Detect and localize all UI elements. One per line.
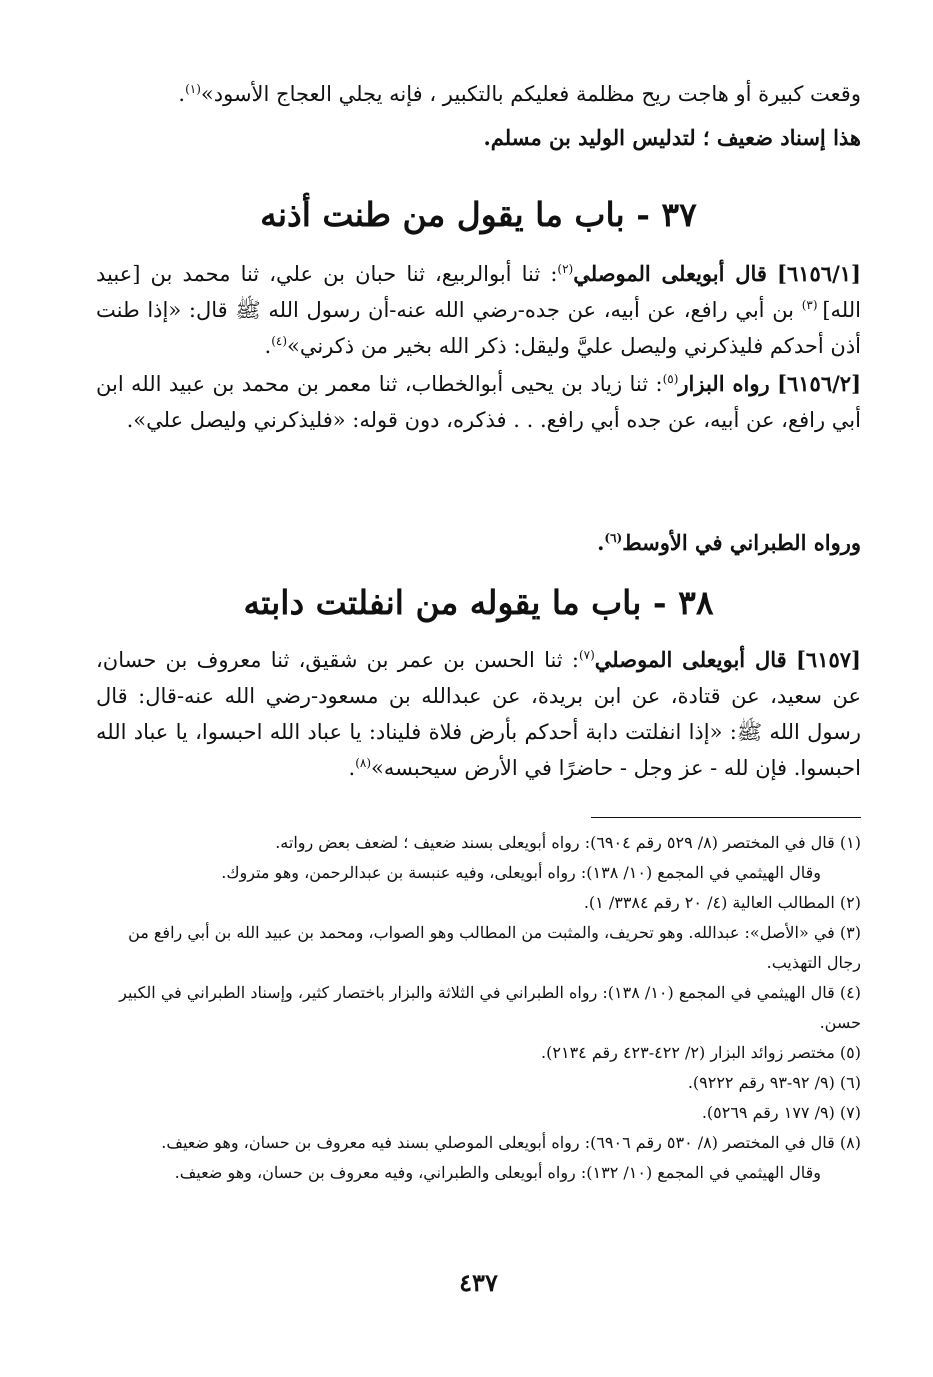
footnote-fn2: (٢) المطالب العالية (٤/ ٢٠ رقم ٣٣٨٤/ ١). bbox=[583, 893, 861, 912]
grading-note: هذا إسناد ضعيف ؛ لتدليس الوليد بن مسلم. bbox=[483, 125, 861, 150]
chapter-heading-38: ٣٨ - باب ما يقوله من انفلتت دابته bbox=[243, 583, 714, 622]
narrator: رواه البزار bbox=[678, 371, 770, 396]
hadith-6156-2 bbox=[96, 366, 861, 438]
footnote-fn4: (٤) قال الهيثمي في المجمع (١٠/ ١٣٨): رواه الطبراني في الثلاثة والبزار باختصار كثير، وإسناد الطبراني في الكبير حسن. bbox=[119, 983, 861, 1032]
footnote-fn8: (٨) قال في المختصر (٨/ ٥٣٠ رقم ٦٩٠٦): رواه أبويعلى الموصلي بسند فيه معروف بن حسان، وهو ضعيف. bbox=[161, 1133, 861, 1152]
intro-text: وقعت كبيرة أو هاجت ريح مظلمة فعليكم بالتكبير ، فإنه يجلي العجاج الأسود» bbox=[200, 82, 861, 106]
hadith-6157: [٦١٥٧] قال أبويعلى الموصلي$^{(٧)}$: ثنا الحسن بن عمر بن شقيق، ثنا معروف بن حسان، عن سعيد، عن قتادة، عن ابن بريدة، عن عبدالله بن مسعود-رضي الله عنه-قال: قال رسول الله ﷺ: «إذا انفلتت دابة أحدكم بأرض فلاة فليناد: يا عباد الله احبسوا، يا عباد الله احبسوا. فإن لله - عز وجل - حاضرًا في الأرض سيحبسه»$^{(٨)}$. bbox=[96, 647, 861, 780]
hadith-text: : ثنا أبوالربيع، ثنا حبان بن علي، ثنا محمد بن [عبيد الله] bbox=[96, 262, 861, 322]
hadith-ref: [٦١٥٦/٢] bbox=[777, 371, 862, 396]
footnote-marker: (٤) bbox=[271, 334, 288, 348]
narrator: قال أبويعلى الموصلي bbox=[573, 261, 767, 286]
footnote-fn5: (٥) مختصر زوائد البزار (٢/ ٤٢٢-٤٢٣ رقم ٢١٣٤). bbox=[541, 1043, 861, 1062]
footnote-separator bbox=[591, 817, 861, 818]
footnote-fn8b: وقال الهيثمي في المجمع (١٠/ ١٣٢): رواه أبويعلى والطبراني، وفيه معروف بن حسان، وهو ضعيف. bbox=[174, 1163, 821, 1182]
chapter-heading-37: ٣٧ - باب ما يقول من طنت أذنه bbox=[260, 195, 697, 234]
footnote-marker: (٥) bbox=[662, 372, 679, 386]
footnote-fn1b: وقال الهيثمي في المجمع (١٠/ ١٣٨): رواه أبويعلى، وفيه عنبسة بن عبدالرحمن، وهو متروك. bbox=[221, 863, 821, 882]
footnotes bbox=[96, 828, 861, 1188]
book-page bbox=[96, 0, 861, 1377]
hadith-ref: [٦١٥٧] bbox=[795, 647, 861, 672]
intro-paragraph bbox=[96, 76, 861, 156]
footnote-fn6: (٦) (٩/ ٩٢-٩٣ رقم ٩٢٢٢). bbox=[687, 1073, 861, 1092]
tabarani-note: ورواه الطبراني في الأوسط$^{(٦)}$. bbox=[597, 530, 861, 555]
hadith-text: : ثنا الحسن بن عمر بن شقيق، ثنا معروف بن حسان، عن سعيد، عن قتادة، عن ابن بريدة، عن عبدالله بن مسعود-رضي الله عنه-قال: قال رسول الله ﷺ: «إذا انفلتت دابة أحدكم بأرض فلاة فليناد: يا عباد الله احبسوا، يا عباد الله احبسوا. فإن لله - عز وجل - حاضرًا في الأرض سيحبسه» bbox=[96, 648, 861, 780]
footnote-marker: (٨) bbox=[355, 756, 372, 770]
footnote-fn3: (٣) في «الأصل»: عبدالله. وهو تحريف، والمثبت من المطالب وهو الصواب، ومحمد بن عبيد الله بن أبي رافع من رجال التهذيب. bbox=[128, 923, 861, 972]
intro-line-1: وقعت كبيرة أو هاجت ريح مظلمة فعليكم بالتكبير ، فإنه يجلي العجاج الأسود»$^{(١)}$. bbox=[178, 82, 861, 106]
footnote-fn7: (٧) (٩/ ١٧٧ رقم ٥٢٦٩). bbox=[701, 1103, 861, 1122]
footnote-marker: (٧) bbox=[578, 648, 595, 662]
hadith-ref: [٦١٥٦/١] bbox=[777, 261, 861, 286]
hadith-6156-1: [٦١٥٦/١] قال أبويعلى الموصلي$^{(٢)}$: ثنا أبوالربيع، ثنا حبان بن علي، ثنا محمد بن [عبيد الله] $^{(٣)}$ بن أبي رافع، عن أبيه، عن جده-رضي الله عنه-أن رسول الله ﷺ قال: «إذا طنت أذن أحدكم فليذكرني وليصل عليَّ وليقل: ذكر الله بخير من ذكرني»$^{(٤)}$. bbox=[96, 261, 861, 358]
narrator: قال أبويعلى الموصلي bbox=[594, 647, 787, 672]
hadith-text: بن أبي رافع، عن أبيه، عن جده-رضي الله عنه-أن رسول الله ﷺ قال: «إذا طنت أذن أحدكم فليذكرني وليصل عليَّ وليقل: ذكر الله بخير من ذكرني» bbox=[96, 298, 861, 358]
footnote-marker: (٢) bbox=[557, 262, 574, 276]
footnote-marker: (٦) bbox=[604, 531, 623, 545]
footnote-marker: (١) bbox=[185, 82, 201, 96]
hadith-text: : ثنا زياد بن يحيى أبوالخطاب، ثنا معمر بن محمد بن عبيد الله ابن أبي رافع، عن أبيه، عن جده أبي رافع. . . فذكره، دون قوله: «فليذكرني وليصل علي». bbox=[96, 372, 861, 432]
page-number: ٤٣٧ bbox=[459, 1268, 498, 1297]
footnote-fn1: (١) قال في المختصر (٨/ ٥٢٩ رقم ٦٩٠٤): رواه أبويعلى بسند ضعيف ؛ لضعف بعض رواته. bbox=[275, 833, 861, 852]
footnote-marker: (٣) bbox=[801, 298, 823, 312]
